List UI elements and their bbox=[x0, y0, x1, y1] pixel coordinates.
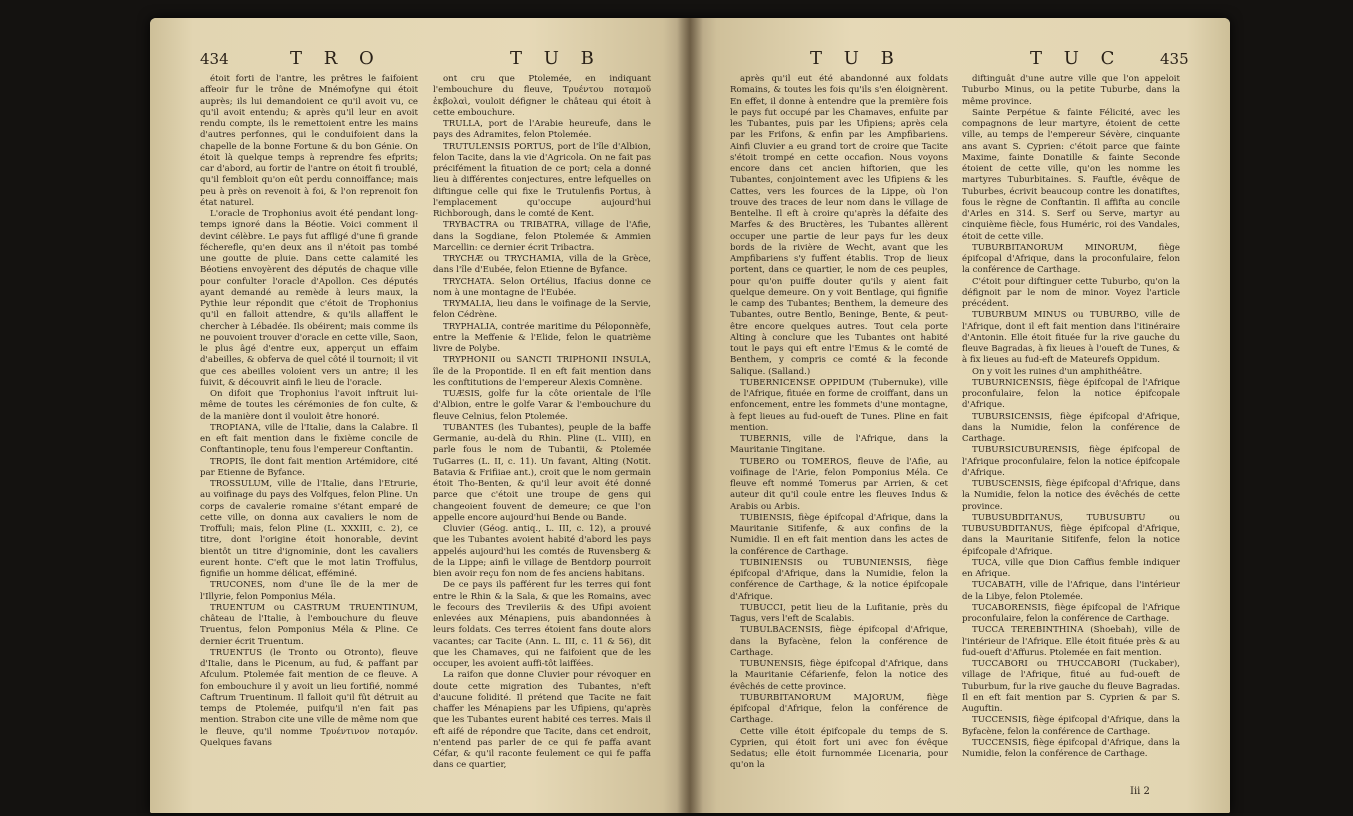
paragraph: TRYMALIA, lieu dans le voifinage de la Servie, felon Cédrène. bbox=[433, 299, 651, 321]
paragraph: TUCA, ville que Dion Caffius femble indiquer en Afrique. bbox=[962, 557, 1180, 579]
paragraph: TROPIANA, ville de l'Italie, dans la Calabre. Il en eft fait mention dans le fixième concile de Conftantinople, tenu fous l'empereur Conftantin. bbox=[200, 422, 418, 456]
left-page bbox=[150, 18, 690, 813]
paragraph: La raifon que donne Cluvier pour révoquer en doute cette migration des Tubantes, n'eft d'aucune folidité. Il prétend que Tacite ne fait chaffer les Ménapiens par les Ufipiens, qu'après que les Tubantes eurent habité ces terres. Mais il eft aifé de répondre que Tacite, dans cet endroit, n'entend pas parler de ce qui fe paffa avant Céfar, & qu'il raconte feulement ce qui fe paffa dans ce quartier, bbox=[433, 670, 651, 771]
paragraph: TROPIS, île dont fait mention Artémidore, cité par Etienne de Byfance. bbox=[200, 456, 418, 478]
paragraph: diftinguât d'une autre ville que l'on appeloit Tuburbo Minus, ou la petite Tuburbe, dans la même province. bbox=[962, 74, 1180, 107]
paragraph: étoit forti de l'antre, les prêtres le faifoient affeoir fur le trône de Mnémofyne qui étoit auprès; ils lui demandoient ce qu'il avoit vu, ce qu'il avoit entendu; & après qu'il leur en avoit rendu compte, ils le remettoient entre les mains d'autres perfonnes, qui le conduifoient dans la chapelle de la bonne Fortune & du bon Génie. On étoit là quelque temps à reprendre fes efprits; car d'abord, au fortir de l'antre on étoit fi troublé, qu'il fembloit qu'on eût perdu connoiffance; mais peu à près on revenoit à foi, & l'on reprenoit fon état naturel. bbox=[200, 74, 418, 208]
paragraph: TUBURSICUBURENSIS, fiège épifcopal de l'Afrique proconfulaire, felon la notice épifcopale d'Afrique. bbox=[962, 445, 1180, 478]
paragraph: TRYPHALIA, contrée maritime du Péloponnèfe, entre la Meffenie & l'Elide, felon le quatrième livre de Polybe. bbox=[433, 321, 651, 354]
paragraph: TUCCENSIS, fiège épifcopal d'Afrique, dans la Numidie, felon la conférence de Carthage. bbox=[962, 737, 1180, 759]
paragraph: C'étoit pour diftinguer cette Tuburbo, qu'on la défignoit par le nom de minor. Voyez l'article précédent. bbox=[962, 276, 1180, 309]
right-column-2 bbox=[962, 74, 1180, 774]
paragraph: TUBERNICENSE OPPIDUM (Tubernuke), ville de l'Afrique, fituée en forme de croiffant, dans un enfoncement, entre les fommets d'une montagne, à fept lieues au fud-oueft de Tunes. Pline en fait mention. bbox=[730, 377, 948, 433]
left-column-1 bbox=[200, 74, 418, 796]
paragraph: TUBUCCI, petit lieu de la Lufitanie, près du Tagus, vers l'eft de Scalabis. bbox=[730, 602, 948, 624]
book-gutter bbox=[677, 18, 703, 813]
paragraph: TRYPHONII ou SANCTI TRIPHONII INSULA, île de la Propontide. Il en eft fait mention dans les conftitutions de l'empereur Alexis Comnène. bbox=[433, 355, 651, 388]
paragraph: TRYBACTRA ou TRIBATRA, village de l'Afie, dans la Sogdiane, felon Ptolemée & Ammien Marcellin: ce dernier écrit Tribactra. bbox=[433, 220, 651, 253]
paragraph: TRUENTUM ou CASTRUM TRUENTINUM, château de l'Italie, à l'embouchure du fleuve Truentus, felon Pomponius Méla & Pline. Ce dernier écrit Truentum. bbox=[200, 602, 418, 647]
paragraph: TUBURBITANORUM MAJORUM, fiège épifcopal d'Afrique, felon la conférence de Carthage. bbox=[730, 692, 948, 726]
paragraph: TRUENTUS (le Tronto ou Otronto), fleuve d'Italie, dans le Picenum, au fud, & paffant par Afculum. Ptolemée fait mention de ce fleuve. A fon embouchure il y avoit un lieu fortifié, nommé Caftrum Truentinum. Il falloit qu'il fût détruit au temps de Ptolemée, puifqu'il n'en fait pas mention. Strabon cite une ville de même nom que le fleuve, qu'il nomme Τρυέντινον ποταμόν. Quelques favans bbox=[200, 647, 418, 748]
paragraph: Cette ville étoit épifcopale du temps de S. Cyprien, qui étoit fort uni avec fon évêque Sedatus; elle étoit furnommée Licenaria, pour qu'on la bbox=[730, 726, 948, 771]
right-running-head-1: T U B bbox=[810, 48, 902, 69]
paragraph: TUCCABORI ou THUCCABORI (Tuckaber), village de l'Afrique, fitué au fud-oueft de Tuburbum, fur la rive gauche du fleuve Bagradas. Il en eft fait mention par S. Cyprien & par S. Auguftin. bbox=[962, 659, 1180, 714]
paragraph: Sainte Perpétue & fainte Félicité, avec les compagnons de leur martyre, étoient de cette ville, au temps de l'empereur Sévère, cinquante ans avant S. Cyprien: c'étoit parce que fainte Maxime, fainte Donatille & fainte Seconde étoient de cette ville, qu'on les nomme les martyres Tuburbitaines. S. Fauftle, évêque de Tuburbes, écrivit beaucoup contre les donatiftes, fous le règne de Conftantin. Il affifta au concile d'Arles en 314. S. Serf ou Serve, martyr au cinquième fiècle, fous Huméric, roi des Vandales, étoit de cette ville. bbox=[962, 107, 1180, 242]
paragraph: TUBURNICENSIS, fiège épifcopal de l'Afrique proconfulaire, felon la notice épifcopale d'Afrique. bbox=[962, 377, 1180, 411]
paragraph: TRULLA, port de l'Arabie heureufe, dans le pays des Adramites, felon Ptolemée. bbox=[433, 119, 651, 141]
paragraph: TRUCONES, nom d'une île de la mer de l'Illyrie, felon Pomponius Méla. bbox=[200, 580, 418, 602]
book-spread bbox=[150, 18, 1230, 813]
left-page-header bbox=[150, 48, 690, 70]
paragraph: TUBUNENSIS, fiège épifcopal d'Afrique, dans la Mauritanie Céfarienfe, felon la notice des évêchés de cette province. bbox=[730, 659, 948, 692]
paragraph: TUBERNIS, ville de l'Afrique, dans la Mauritanie Tingitane. bbox=[730, 434, 948, 456]
paragraph: TUBANTES (les Tubantes), peuple de la baffe Germanie, au-delà du Rhin. Pline (L. VIII), en parle fous le nom de Tubantii, & Ptolemée TuGarres (L. II, c. 11). Un favant, Alting (Notit. Batavia & Frifiiae ant.), croit que le nom germain étoit Tho-Benten, & qu'il leur avoit été donné parce que c'étoit une troupe de gens qui changeoient fouvent de demeure; ce que l'on appelle encore aujourd'hui Bende ou Bande. bbox=[433, 422, 651, 523]
right-page bbox=[690, 18, 1230, 813]
right-column-1 bbox=[730, 74, 948, 796]
paragraph: Cluvier (Géog. antiq., L. III, c. 12), a prouvé que les Tubantes avoient habité d'abord les pays appelés aujourd'hui les comtés de Ruvensberg & de la Lippe; ainfi le village de Bentdorp pourroit bien avoir reçu fon nom de fes anciens habitans. bbox=[433, 524, 651, 579]
paragraph: TUCCENSIS, fiège épifcopal d'Afrique, dans la Byfacène, felon la conférence de Carthage. bbox=[962, 715, 1180, 737]
paragraph: TUBERO ou TOMEROS, fleuve de l'Afie, au voifinage de l'Arie, felon Pomponius Méla. Ce fleuve eft nommé Tomerus par Arrien, & cet auteur dit qu'il coule entre les fleuves Indus & Arabis ou Arbis. bbox=[730, 456, 948, 512]
paragraph: TRYCHÆ ou TRYCHAMIA, villa de la Grèce, dans l'île d'Eubée, felon Etienne de Byfance. bbox=[433, 254, 651, 276]
paragraph: TRYCHATA. Selon Ortélius, Ifacius donne ce nom à une montagne de l'Eubée. bbox=[433, 276, 651, 298]
paragraph: TUCCA TEREBINTHINA (Shoebah), ville de l'intérieur de l'Afrique. Elle étoit fituée près & au fud-oueft d'Affurus. Ptolemée en fait mention. bbox=[962, 625, 1180, 658]
right-page-number: 435 bbox=[1160, 50, 1189, 68]
paragraph: TROSSULUM, ville de l'Italie, dans l'Etrurie, au voifinage du pays des Volfques, felon Pline. Un corps de cavalerie romaine s'étant emparé de cette ville, on donna aux cavaliers le nom de Troffuli; mais, felon Pline (L. XXXIII, c. 2), ce titre, dont l'origine étoit honorable, devint bientôt un titre d'ignominie, dont les cavaliers eurent honte. C'eft que le mot latin Troffulus, fignifie un homme délicat, efféminé. bbox=[200, 479, 418, 579]
left-running-head-2: T U B bbox=[510, 48, 602, 69]
paragraph: L'oracle de Trophonius avoit été pendant long-temps ignoré dans la Béotie. Voici comment il devint célèbre. Le pays fut affligé d'une fi grande fécherefle, qu'en deux ans il n'étoit pas tombé une goutte de pluie. Dans cette calamité les Béotiens envoyèrent des députés de chaque ville pour confulter l'oracle d'Apollon. Ces députés ayant demandé au remède à leurs maux, la Pythie leur répondit que c'étoit de Trophonius qu'il en falloit attendre, & qu'ils allaffent le chercher à Lébadée. Ils obéirent; mais comme ils ne pouvoient trouver d'oracle en cette ville, Saon, le plus âgé d'entre eux, apperçut un effaim d'abeilles, & obferva de quel côté il tournoit; il vit que ces abeilles voloient vers un antre; il les fuivit, & découvrit ainfi le lieu de l'oracle. bbox=[200, 209, 418, 388]
paragraph: après qu'il eut été abandonné aux foldats Romains, & toutes les fois qu'ils s'en éloignèrent. En effet, il donne à entendre que la première fois le pays fut occupé par les Chamaves, enfuite par les Tubantes, puis par les Ufipiens; après cela par les Frifons, & enfin par les Ampfibariens. Ainfi Cluvier a eu grand tort de croire que Tacite s'étoit trompé en cette occafion. Nous voyons encore dans cet ancien hiftorien, que les Tubantes, conjointement avec les Ufipiens & les Cattes, vers les fources de la Lippe, où l'on trouve des traces de leur nom dans le village de Bentelhe. Il eft à croire qu'après la défaite des Marfes & des Bructères, les Tubantes allèrent occuper une partie de leur pays fur les deux bords de la rivière de Wecht, avant que les Ampfibariens s'y fuffent établis. Trop de lieux portent, dans ce quartier, le nom de ces peuples, pour qu'on puiffe douter qu'ils y aient fait quelque demeure. On y voit Bentlage, qui fignifie le camp des Tubantes; Benthem, la demeure des Tubantes, outre Bentlo, Beninge, Bente, & peut-être encore quelques autres. Tout cela porte Alting à conclure que les Tubantes ont habité tout le pays qui eft entre l'Emus & le comté de Benthem, y compris ce comté & la feconde Salique. (Salland.) bbox=[730, 74, 948, 377]
left-column-2 bbox=[433, 74, 651, 796]
paragraph: ont cru que Ptolemée, en indiquant l'embouchure du fleuve, Τρυέντου ποταμοῦ ἐκβολαὶ, vouloit défigner le château qui étoit à cette embouchure. bbox=[433, 74, 651, 118]
paragraph: On difoit que Trophonius l'avoit inftruit lui-même de toutes les cérémonies de fon culte, & de la manière dont il vouloit être honoré. bbox=[200, 389, 418, 422]
paragraph: TUBURBUM MINUS ou TUBURBO, ville de l'Afrique, dont il eft fait mention dans l'itinéraire d'Antonin. Elle étoit fituée fur la rive gauche du fleuve Bagradas, à fix lieues à l'oueft de Tunes, & à fix lieues au fud-eft de Mateurefs Oppidum. bbox=[962, 310, 1180, 366]
right-running-head-2: T U C bbox=[1030, 48, 1123, 69]
paragraph: TUBURBITANORUM MINORUM, fiège épifcopal d'Afrique, dans la proconfulaire, felon la conférence de Carthage. bbox=[962, 242, 1180, 276]
left-running-head-1: T R O bbox=[290, 48, 382, 69]
paragraph: TUBINIENSIS ou TUBUNIENSIS, fiège épifcopal d'Afrique, dans la Numidie, felon la conférence de Carthage, & la notice épifcopale d'Afrique. bbox=[730, 557, 948, 602]
paragraph: TUBUSCENSIS, fiège épifcopal d'Afrique, dans la Numidie, felon la notice des évêchés de cette province. bbox=[962, 479, 1180, 512]
paragraph: TRUTULENSIS PORTUS, port de l'île d'Albion, felon Tacite, dans la vie d'Agricola. On ne fait pas précifément la fituation de ce port; cela a donné lieu à différentes conjectures, entre lefquelles on diftingue celle qui fixe le Trutulenfis Portus, à l'emplacement qu'occupe aujourd'hui Richborough, dans le comté de Kent. bbox=[433, 141, 651, 219]
paragraph: De ce pays ils pafférent fur les terres qui font entre le Rhin & la Sala, & que les Romains, avec le fecours des Trevileriis & des Ufipi avoient enlevées aux Ménapiens, puis abandonnées à leurs foldats. Ces terres étoient fans doute alors vacantes; car Tacite (Ann. L. III, c. 11 & 56), dit que les Chamaves, qui ne faifoient que de les occuper, les avoient auffi-tôt laiffées. bbox=[433, 580, 651, 669]
signature-mark: Iii 2 bbox=[1130, 786, 1150, 797]
paragraph: TUBURSICENSIS, fiège épifcopal d'Afrique, dans la Numidie, felon la conférence de Carthage. bbox=[962, 411, 1180, 444]
paragraph: TUCABORENSIS, fiège épifcopal de l'Afrique proconfulaire, felon la conférence de Carthage. bbox=[962, 602, 1180, 624]
paragraph: TUBIENSIS, fiège épifcopal d'Afrique, dans la Mauritanie Sitifenfe, & aux confins de la Numidie. Il en eft fait mention dans les actes de la conférence de Carthage. bbox=[730, 512, 948, 557]
paragraph: TUCABATH, ville de l'Afrique, dans l'intérieur de la Libye, felon Ptolemée. bbox=[962, 580, 1180, 602]
right-page-header bbox=[690, 48, 1230, 70]
paragraph: On y voit les ruines d'un amphithéâtre. bbox=[972, 366, 1143, 377]
left-page-number: 434 bbox=[200, 50, 229, 68]
paragraph: TUBULBACENSIS, fiège épifcopal d'Afrique, dans la Byfacène, felon la conférence de Carthage. bbox=[730, 625, 948, 658]
paragraph: TUBUSUBDITANUS, TUBUSUBTU ou TUBUSUBDITANUS, fiège épifcopal d'Afrique, dans la Mauritanie Sitifenfe, felon la notice épifcopale d'Afrique. bbox=[962, 512, 1180, 557]
paragraph: TUÆSIS, golfe fur la côte orientale de l'île d'Albion, entre le golfe Varar & l'embouchure du fleuve Celnius, felon Ptolemée. bbox=[433, 389, 651, 422]
